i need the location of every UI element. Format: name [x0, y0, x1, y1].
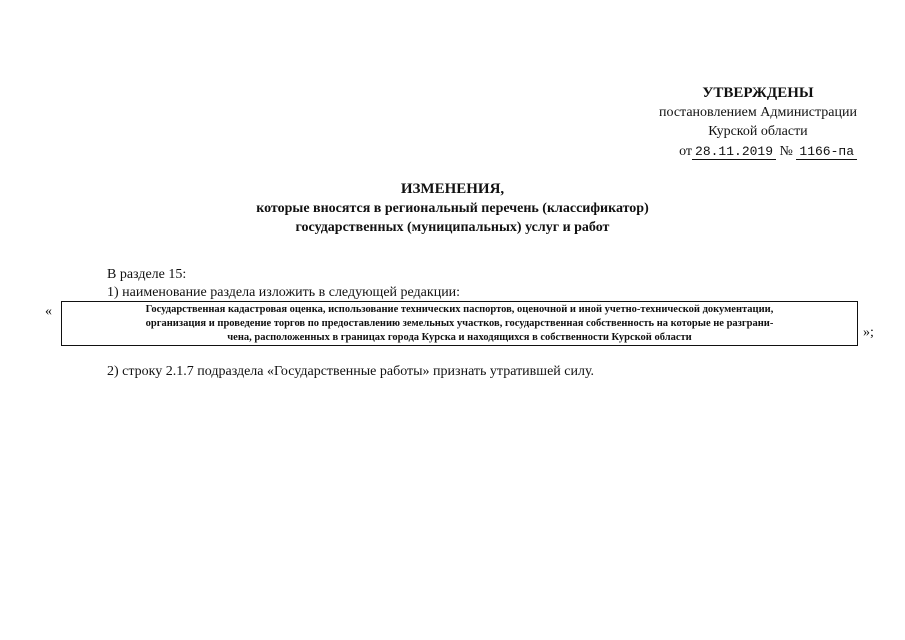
approval-line-2: Курской области	[708, 124, 808, 139]
approval-date-line	[659, 142, 857, 161]
approval-block	[659, 84, 857, 161]
number-prefix: №	[779, 144, 793, 159]
item-2-text: 2) строку 2.1.7 подраздела «Государственные работы» признать утратившей силу.	[107, 364, 595, 379]
heading-title: ИЗМЕНЕНИЯ,	[400, 181, 505, 197]
new-section-name-box	[61, 301, 858, 346]
section-intro: В разделе 15:	[107, 267, 187, 282]
heading-subtitle-2: государственных (муниципальных) услуг и работ	[295, 220, 610, 235]
approval-number: 1166-па	[796, 144, 857, 160]
boxed-line-2: организация и проведение торгов по предоставлению земельных участков, государственная собственность на которые не разграни-	[145, 318, 774, 329]
closing-quote: »;	[863, 325, 874, 340]
date-prefix: от	[679, 144, 693, 159]
approval-line-1: постановлением Администрации	[659, 105, 857, 120]
heading-subtitle-1: которые вносятся в региональный перечень (классификатор)	[256, 201, 649, 216]
boxed-line-1: Государственная кадастровая оценка, использование технических паспортов, оценочной и иной учетно-технической документации,	[145, 304, 774, 315]
opening-quote: «	[45, 304, 52, 319]
document-heading	[0, 180, 905, 237]
boxed-line-3: чена, расположенных в границах города Курска и находящихся в собственности Курской области	[227, 332, 692, 343]
approval-date: 28.11.2019	[692, 144, 776, 160]
item-1-text: 1) наименование раздела изложить в следующей редакции:	[107, 285, 461, 300]
approval-title: УТВЕРЖДЕНЫ	[702, 85, 814, 101]
